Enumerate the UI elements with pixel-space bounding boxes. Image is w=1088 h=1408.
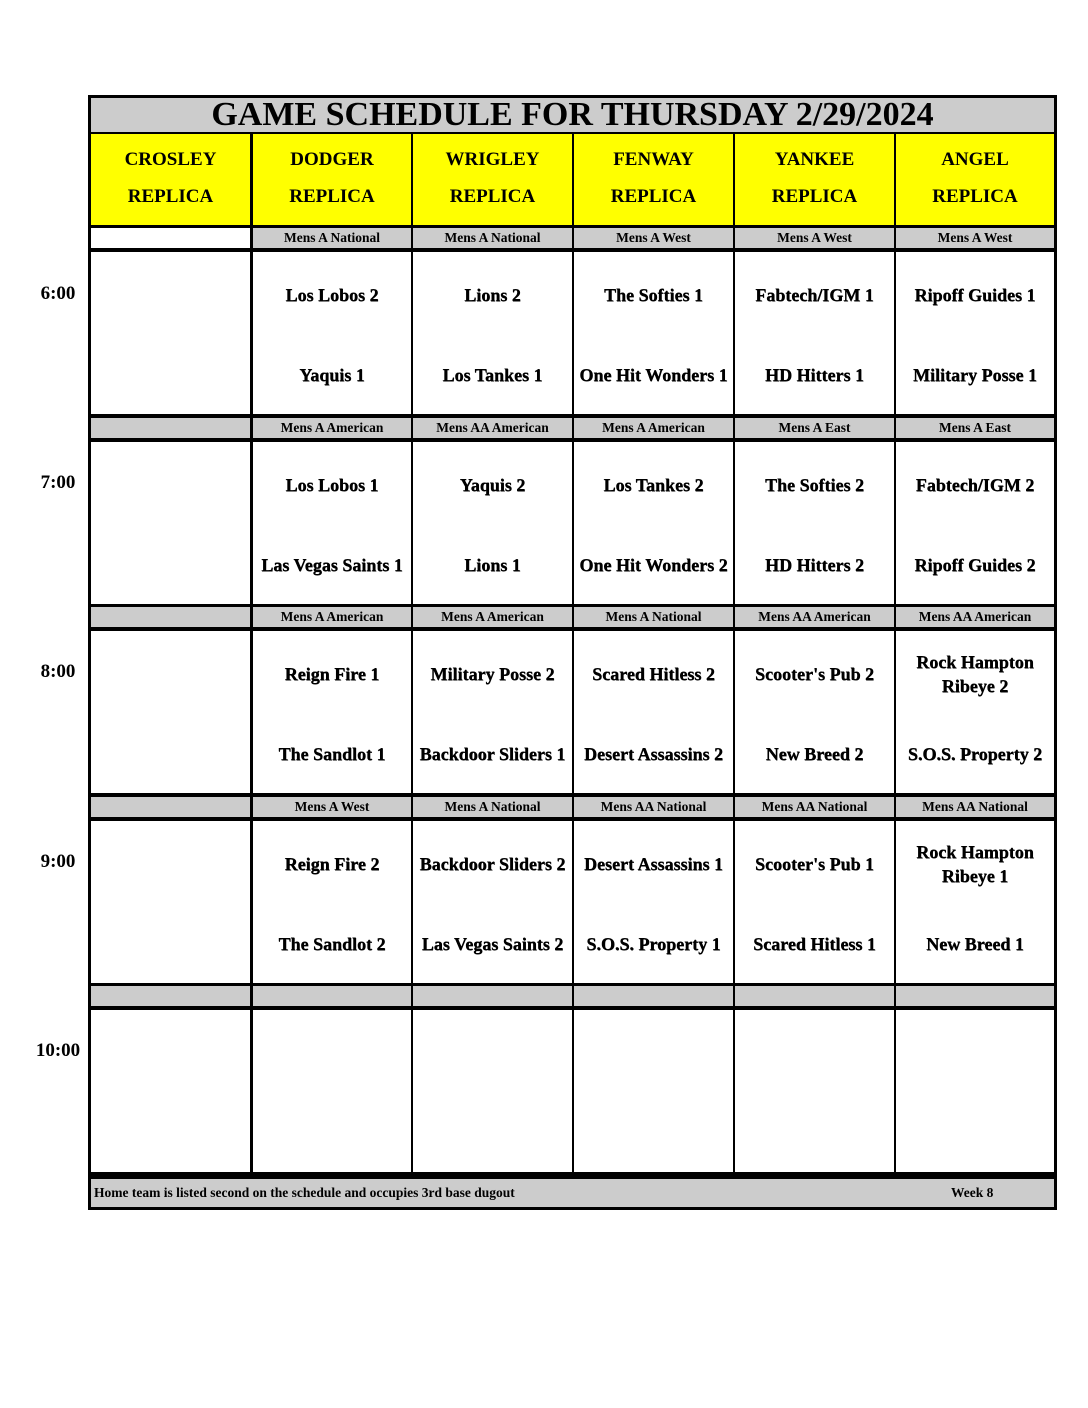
- time-label: 6:00: [40, 283, 76, 304]
- away-team: [91, 821, 250, 905]
- division-label: Mens AA National: [574, 797, 733, 817]
- away-team: Reign Fire 2: [284, 854, 380, 874]
- division-label: Mens A West: [574, 228, 733, 248]
- field-name: ANGEL: [941, 149, 1009, 171]
- division-label: Mens A West: [253, 797, 411, 817]
- division-label: [91, 418, 250, 438]
- away-team: Scooter's Pub 2: [755, 664, 874, 684]
- game-cell: [253, 631, 411, 793]
- division-label: Mens AA National: [896, 797, 1054, 817]
- home-team: [253, 1094, 411, 1172]
- game-cell: [896, 821, 1054, 983]
- division-label: Mens AA American: [896, 607, 1054, 627]
- home-team: [91, 526, 250, 604]
- home-team: Desert Assassins 2: [583, 744, 723, 764]
- away-team: The Softies 2: [765, 475, 864, 495]
- home-team: [91, 905, 250, 983]
- game-cell: [413, 252, 572, 414]
- division-label: [896, 986, 1054, 1006]
- field-header: [413, 134, 572, 225]
- division-label: [91, 228, 250, 248]
- time-label: 10:00: [35, 1040, 81, 1061]
- home-team: Scared Hitless 1: [753, 934, 876, 954]
- away-team: [574, 1010, 733, 1094]
- home-team: Las Vegas Saints 2: [421, 934, 564, 954]
- away-team: Lions 2: [464, 285, 521, 305]
- home-team: [896, 1094, 1054, 1172]
- game-cell: [413, 1010, 572, 1172]
- division-label: Mens A East: [896, 418, 1054, 438]
- field-header: [896, 134, 1054, 225]
- schedule-title: GAME SCHEDULE FOR THURSDAY 2/29/2024: [91, 98, 1054, 132]
- away-team: Fabtech/IGM 2: [915, 475, 1035, 495]
- field-subtitle: REPLICA: [932, 185, 1018, 207]
- game-cell: [896, 1010, 1054, 1172]
- field-name: DODGER: [290, 149, 374, 171]
- division-label: [91, 986, 250, 1006]
- away-team: Los Tankes 2: [603, 475, 704, 495]
- away-team: Ripoff Guides 1: [914, 285, 1036, 305]
- away-team: Rock Hampton Ribeye 2: [916, 652, 1034, 696]
- away-team: [896, 1010, 1054, 1094]
- division-label: Mens A West: [735, 228, 894, 248]
- home-team: Yaquis 1: [299, 365, 365, 385]
- away-team: The Softies 1: [604, 285, 703, 305]
- home-team: One Hit Wonders 1: [579, 365, 728, 385]
- away-team: Yaquis 2: [459, 475, 526, 495]
- field-subtitle: REPLICA: [771, 185, 858, 207]
- home-team: Ripoff Guides 2: [914, 555, 1036, 575]
- field-name: FENWAY: [613, 149, 694, 171]
- division-label: Mens A American: [253, 607, 411, 627]
- game-cell: [896, 442, 1054, 604]
- field-name: YANKEE: [774, 149, 855, 171]
- game-cell: [574, 821, 733, 983]
- away-team: Backdoor Sliders 2: [419, 854, 566, 874]
- game-cell: [91, 821, 250, 983]
- game-cell: [735, 442, 894, 604]
- game-cell: [735, 821, 894, 983]
- home-team: [574, 1094, 733, 1172]
- field-header: [253, 134, 411, 225]
- field-subtitle: REPLICA: [449, 185, 536, 207]
- game-cell: [253, 1010, 411, 1172]
- game-cell: [91, 631, 250, 793]
- field-name: WRIGLEY: [445, 149, 540, 171]
- game-cell: [413, 821, 572, 983]
- division-label: Mens AA American: [735, 607, 894, 627]
- game-cell: [253, 442, 411, 604]
- away-team: [735, 1010, 894, 1094]
- game-cell: [413, 442, 572, 604]
- field-subtitle: REPLICA: [289, 185, 375, 207]
- schedule-footer: [91, 1179, 1054, 1207]
- division-label: [253, 986, 411, 1006]
- away-team: [91, 442, 250, 526]
- game-cell: [253, 252, 411, 414]
- game-cell: [735, 1010, 894, 1172]
- game-cell: [91, 252, 250, 414]
- division-label: Mens A National: [574, 607, 733, 627]
- home-team: S.O.S. Property 1: [586, 934, 721, 954]
- division-label: Mens A National: [413, 797, 572, 817]
- away-team: Fabtech/IGM 1: [755, 285, 874, 305]
- home-team: Las Vegas Saints 1: [261, 555, 403, 575]
- division-label: Mens AA American: [413, 418, 572, 438]
- field-subtitle: REPLICA: [127, 185, 214, 207]
- home-team: Lions 1: [464, 555, 521, 575]
- away-team: Los Lobos 2: [285, 285, 379, 305]
- home-team: Backdoor Sliders 1: [419, 744, 566, 764]
- home-team: [91, 1094, 250, 1172]
- week-label: Week 8: [951, 1185, 994, 1200]
- away-team: Rock Hampton Ribeye 1: [916, 842, 1034, 886]
- game-cell: [896, 252, 1054, 414]
- game-cell: [574, 631, 733, 793]
- away-team: Desert Assassins 1: [583, 854, 723, 874]
- division-label: [91, 607, 250, 627]
- away-team: [91, 631, 250, 715]
- home-team-note: Home team is listed second on the schedule and occupies 3rd base dugout: [94, 1185, 515, 1200]
- division-label: Mens A American: [413, 607, 572, 627]
- game-cell: [574, 252, 733, 414]
- field-subtitle: REPLICA: [610, 185, 697, 207]
- home-team: The Sandlot 2: [278, 934, 386, 954]
- division-label: Mens A National: [253, 228, 411, 248]
- home-team: [91, 336, 250, 414]
- game-cell: [91, 442, 250, 604]
- home-team: S.O.S. Property 2: [907, 744, 1043, 764]
- home-team: [413, 1094, 572, 1172]
- away-team: [91, 252, 250, 336]
- game-cell: [735, 631, 894, 793]
- division-label: Mens A West: [896, 228, 1054, 248]
- division-label: [91, 797, 250, 817]
- field-header: [735, 134, 894, 225]
- away-team: [253, 1010, 411, 1094]
- division-label: Mens A National: [413, 228, 572, 248]
- game-cell: [735, 252, 894, 414]
- home-team: New Breed 2: [765, 744, 864, 764]
- division-label: Mens A American: [574, 418, 733, 438]
- game-cell: [574, 1010, 733, 1172]
- away-team: Military Posse 2: [430, 664, 555, 684]
- away-team: [413, 1010, 572, 1094]
- field-header: [574, 134, 733, 225]
- field-header: [91, 134, 250, 225]
- division-label: Mens A American: [253, 418, 411, 438]
- away-team: Scared Hitless 2: [592, 664, 715, 684]
- home-team: [91, 715, 250, 793]
- division-label: [574, 986, 733, 1006]
- game-cell: [574, 442, 733, 604]
- home-team: [735, 1094, 894, 1172]
- home-team: Los Tankes 1: [442, 365, 543, 385]
- home-team: The Sandlot 1: [278, 744, 386, 764]
- game-cell: [896, 631, 1054, 793]
- home-team: HD Hitters 1: [765, 365, 864, 385]
- game-cell: [253, 821, 411, 983]
- time-label: 8:00: [40, 661, 76, 682]
- home-team: HD Hitters 2: [765, 555, 864, 575]
- home-team: Military Posse 1: [913, 365, 1037, 385]
- division-label: Mens A East: [735, 418, 894, 438]
- schedule-table: [88, 95, 1057, 1210]
- home-team: One Hit Wonders 2: [579, 555, 728, 575]
- time-label: 9:00: [40, 851, 76, 872]
- away-team: [91, 1010, 250, 1094]
- time-label: 7:00: [40, 472, 76, 493]
- home-team: New Breed 1: [926, 934, 1024, 954]
- division-label: [413, 986, 572, 1006]
- division-label: [735, 986, 894, 1006]
- game-cell: [413, 631, 572, 793]
- game-cell: [91, 1010, 250, 1172]
- division-label: Mens AA National: [735, 797, 894, 817]
- field-name: CROSLEY: [124, 149, 217, 171]
- away-team: Scooter's Pub 1: [755, 854, 874, 874]
- away-team: Reign Fire 1: [284, 664, 380, 684]
- away-team: Los Lobos 1: [285, 475, 379, 495]
